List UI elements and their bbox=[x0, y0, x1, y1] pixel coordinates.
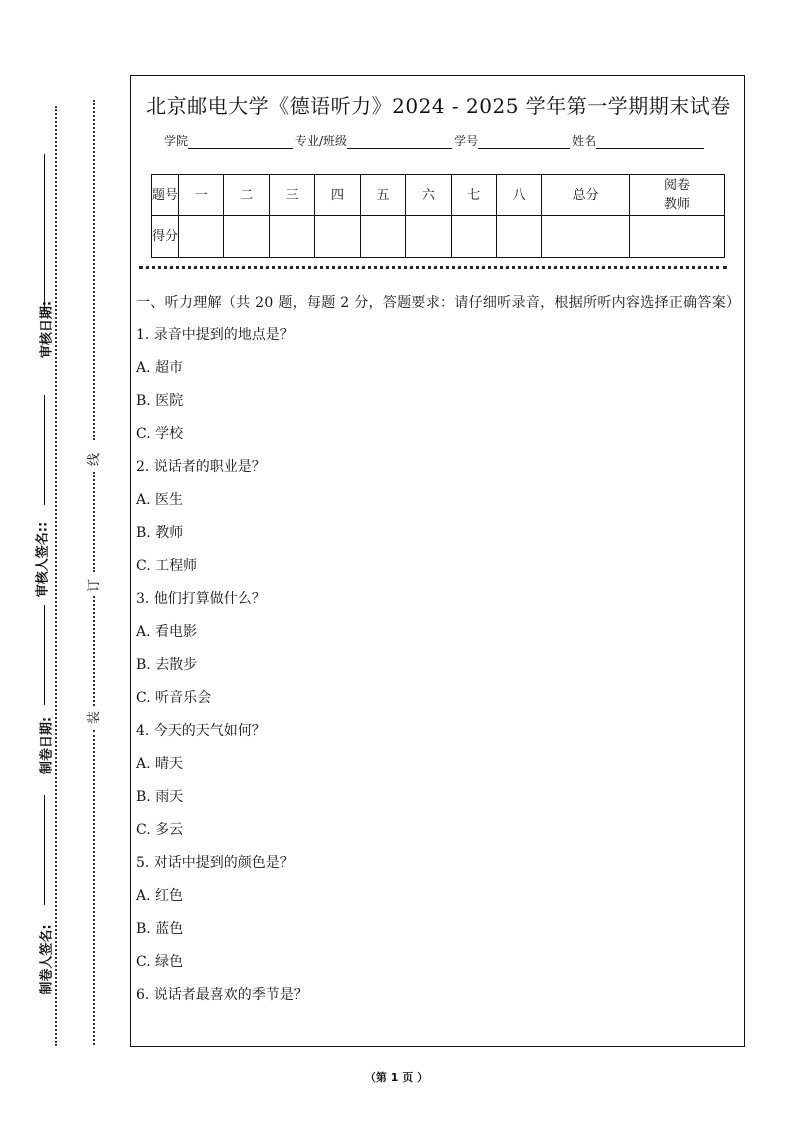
question-list bbox=[136, 324, 741, 1017]
score-cell[interactable] bbox=[179, 216, 224, 258]
exam-frame bbox=[130, 75, 745, 1047]
question-text: 1. 录音中提到的地点是？ bbox=[136, 327, 294, 343]
section-divider bbox=[139, 266, 727, 269]
answer-option[interactable]: B. 去散步 bbox=[136, 657, 198, 673]
score-cell[interactable] bbox=[269, 216, 314, 258]
student-info-row bbox=[164, 132, 706, 149]
header-cell-1: 一 bbox=[179, 175, 224, 216]
header-cell-grader: 阅卷 教师 bbox=[630, 175, 725, 216]
header-cell-4: 四 bbox=[315, 175, 360, 216]
header-cell-3: 三 bbox=[269, 175, 314, 216]
header-cell-7: 七 bbox=[451, 175, 496, 216]
header-cell-5: 五 bbox=[360, 175, 405, 216]
review-date-label: 审核日期: bbox=[39, 300, 55, 359]
score-cell[interactable] bbox=[406, 216, 451, 258]
major-field[interactable] bbox=[347, 136, 452, 149]
answer-option[interactable]: B. 教师 bbox=[136, 525, 184, 541]
binding-line bbox=[93, 596, 95, 706]
answer-option[interactable]: C. 绿色 bbox=[136, 954, 184, 970]
score-table-score-row bbox=[152, 216, 725, 258]
section-heading: 一、听力理解（共 20 题，每题 2 分，答题要求：请仔细听录音，根据所听内容选择正确答案） bbox=[136, 295, 741, 311]
answer-option[interactable]: A. 红色 bbox=[136, 888, 184, 904]
name-field[interactable] bbox=[596, 136, 704, 149]
binding-line bbox=[93, 472, 95, 572]
cut-line bbox=[55, 106, 57, 1046]
score-table bbox=[151, 174, 725, 258]
header-cell-6: 六 bbox=[406, 175, 451, 216]
answer-option[interactable]: C. 多云 bbox=[136, 822, 184, 838]
binding-line bbox=[93, 100, 95, 440]
question-text: 6. 说话者最喜欢的季节是？ bbox=[136, 987, 308, 1003]
score-table-header-row bbox=[152, 175, 725, 216]
score-cell[interactable] bbox=[451, 216, 496, 258]
answer-option[interactable]: B. 医院 bbox=[136, 393, 184, 409]
header-cell-2: 二 bbox=[224, 175, 269, 216]
binding-line bbox=[93, 730, 95, 1045]
question-section bbox=[136, 292, 741, 1017]
score-cell[interactable] bbox=[360, 216, 405, 258]
signature-line bbox=[44, 795, 45, 905]
binding-char-xian: 线 bbox=[87, 452, 103, 467]
answer-option[interactable]: C. 工程师 bbox=[136, 558, 198, 574]
score-cell[interactable] bbox=[542, 216, 630, 258]
answer-option[interactable]: A. 晴天 bbox=[136, 756, 184, 772]
score-cell[interactable] bbox=[315, 216, 360, 258]
answer-option[interactable]: C. 学校 bbox=[136, 426, 184, 442]
binding-char-ding: 订 bbox=[87, 578, 103, 593]
header-cell-8: 八 bbox=[496, 175, 541, 216]
score-cell[interactable] bbox=[630, 216, 725, 258]
score-cell[interactable] bbox=[496, 216, 541, 258]
major-label: 专业/班级 bbox=[295, 134, 348, 148]
college-field[interactable] bbox=[188, 136, 293, 149]
page-number: （第 1 页 ） bbox=[364, 1071, 429, 1084]
answer-option[interactable]: C. 听音乐会 bbox=[136, 690, 212, 706]
header-cell-tihao: 题号 bbox=[152, 175, 179, 216]
answer-option[interactable]: A. 超市 bbox=[136, 360, 184, 376]
college-label: 学院 bbox=[164, 134, 189, 148]
signature-line bbox=[44, 395, 45, 505]
paper-date-label: 制卷日期: bbox=[39, 716, 55, 775]
answer-option[interactable]: A. 医生 bbox=[136, 492, 184, 508]
paper-maker-signature-label: 制卷人签名: bbox=[39, 924, 55, 995]
reviewer-signature-label: 审核人签名:: bbox=[35, 521, 51, 598]
question-text: 2. 说话者的职业是？ bbox=[136, 459, 266, 475]
binding-char-zhuang: 装 bbox=[87, 710, 103, 725]
score-row-label: 得分 bbox=[152, 216, 179, 258]
name-label: 姓名 bbox=[572, 134, 597, 148]
student-id-label: 学号 bbox=[454, 134, 479, 148]
question-text: 5. 对话中提到的颜色是？ bbox=[136, 855, 294, 871]
answer-option[interactable]: B. 蓝色 bbox=[136, 921, 184, 937]
score-cell[interactable] bbox=[224, 216, 269, 258]
student-id-field[interactable] bbox=[478, 136, 570, 149]
signature-line bbox=[44, 605, 45, 705]
answer-option[interactable]: B. 雨天 bbox=[136, 789, 184, 805]
answer-option[interactable]: A. 看电影 bbox=[136, 624, 198, 640]
header-cell-total: 总分 bbox=[542, 175, 630, 216]
exam-title: 北京邮电大学《德语听力》2024 - 2025 学年第一学期期末试卷 bbox=[146, 94, 731, 118]
question-text: 4. 今天的天气如何？ bbox=[136, 723, 266, 739]
question-text: 3. 他们打算做什么？ bbox=[136, 591, 266, 607]
